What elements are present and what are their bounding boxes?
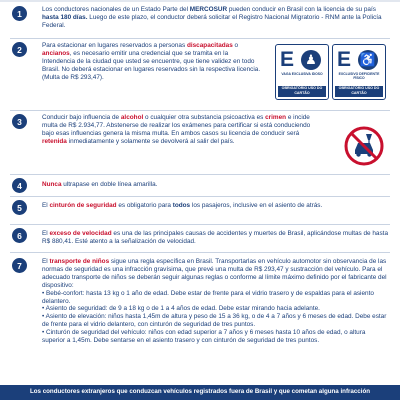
section-4-text: Nunca ultrapase en doble línea amarilla.	[42, 181, 158, 188]
section-1	[10, 6, 390, 36]
divider	[10, 110, 390, 111]
section-1-text: Los conductores nacionales de un Estado Parte del MERCOSUR pueden conducir en Brasil con la licencia de su país hasta 180 días. Luego de este plazo, el conductor deberá solicitar el Registro Nacional Migratorio - RNM ante la Policía Federal.	[42, 6, 382, 29]
elderly-parking-sign: E ♟ VAGA EXCLUSIVA IDOSO OBRIGATÓRIO USO DO CARTÃO	[275, 44, 329, 100]
section-3	[10, 114, 390, 172]
section-7	[10, 258, 390, 382]
section-number: 4	[12, 178, 27, 193]
divider	[10, 174, 390, 175]
list-item: • Cinturón de seguridad del vehículo: niños con edad superior a 7 años y 6 meses hasta 10 años de edad, o altura superior a 1,45m. Debe sentarse en el asiento trasero y con cinturón de seguridad de tres puntos.	[42, 329, 366, 345]
section-5-text: El cinturón de seguridad es obligatorio para todos los pasajeros, inclusive en el asiento de atrás.	[42, 202, 323, 209]
section-number: 1	[12, 6, 27, 21]
elderly-icon: ♟	[301, 50, 321, 70]
section-number: 7	[12, 258, 27, 273]
section-2	[10, 42, 390, 108]
section-number: 2	[12, 42, 27, 57]
no-drink-driving-icon	[344, 126, 384, 166]
section-number: 6	[12, 228, 27, 243]
disabled-parking-sign: E ♿ EXCLUSIVO DEFICIENTE FÍSICO OBRIGATÓRIO USO DO CARTÃO	[332, 44, 386, 100]
footer-banner: Los conductores extranjeros que conduzcan vehículos registrados fuera de Brasil y que cometan alguna infracción	[0, 385, 400, 400]
section-5	[10, 200, 390, 222]
divider	[10, 252, 390, 253]
section-number: 3	[12, 114, 27, 129]
divider	[10, 196, 390, 197]
section-2-text: Para estacionar en lugares reservados a personas discapacitadas o ancianos, es necesario emitir una credencial que se tramita en la Intendencia de la ciudad que usted se encuentre, que tiene validez en todo Brasil. No deberá estacionar en lugares reservados sin la respectiva licencia. (Multa de R$ 293,47).	[42, 42, 261, 81]
divider	[10, 38, 390, 39]
list-item: • Asiento de seguridad: de 9 a 18 kg o de 1 a 4 años de edad. Debe estar mirando hacia adelante.	[42, 305, 320, 313]
top-band	[0, 0, 400, 2]
section-7-intro: El transporte de niños sigue una regla específica en Brasil. Transportarlas en vehículo automotor sin observancia de las normas de seguridad es una infracción gravísima, que prevé una multa de R$ 293,47 y sustracción del vehículo. Para el adecuado transporte de niños se deberán seguir algunas reglas o conforme al límite máximo definido por el fabricante del dispositivo:	[42, 258, 387, 289]
section-6-text: El exceso de velocidad es una de las principales causas de accidentes y muertes de Brasil, aplicándose multas de hasta R$ 880,41. Esté atento a la señalización de velocidad.	[42, 230, 389, 245]
wheelchair-icon: ♿	[358, 50, 378, 70]
list-item: • Asiento de elevación: niños hasta 1,45m de altura y peso de 15 a 36 kg, o de 4 a 7 años y 6 meses de edad. Debe estar de frente para el vidrio delantero, con cinturón de seguridad de tres puntos.	[42, 313, 387, 329]
section-7-text	[42, 258, 388, 345]
section-number: 5	[12, 200, 27, 215]
section-3-text: Conducir bajo influencia de alcohol o cualquier otra substancia psicoactiva es crimen e incide multa de R$ 2.934,77. Abstenerse de realizar los exámenes para certificar si está conduciendo bajo esas influencias genera la misma multa. En ambos casos su licencia de conducir será retenida inmediatamente y solamente se devolverá al salir del país.	[42, 114, 311, 145]
section-4	[10, 178, 390, 194]
section-6	[10, 228, 390, 250]
divider	[10, 224, 390, 225]
list-item: • Bebé-confort: hasta 13 kg o 1 año de edad. Debe estar de frente para el vidrio trasero y de espaldas para el asiento delantero.	[42, 289, 374, 305]
